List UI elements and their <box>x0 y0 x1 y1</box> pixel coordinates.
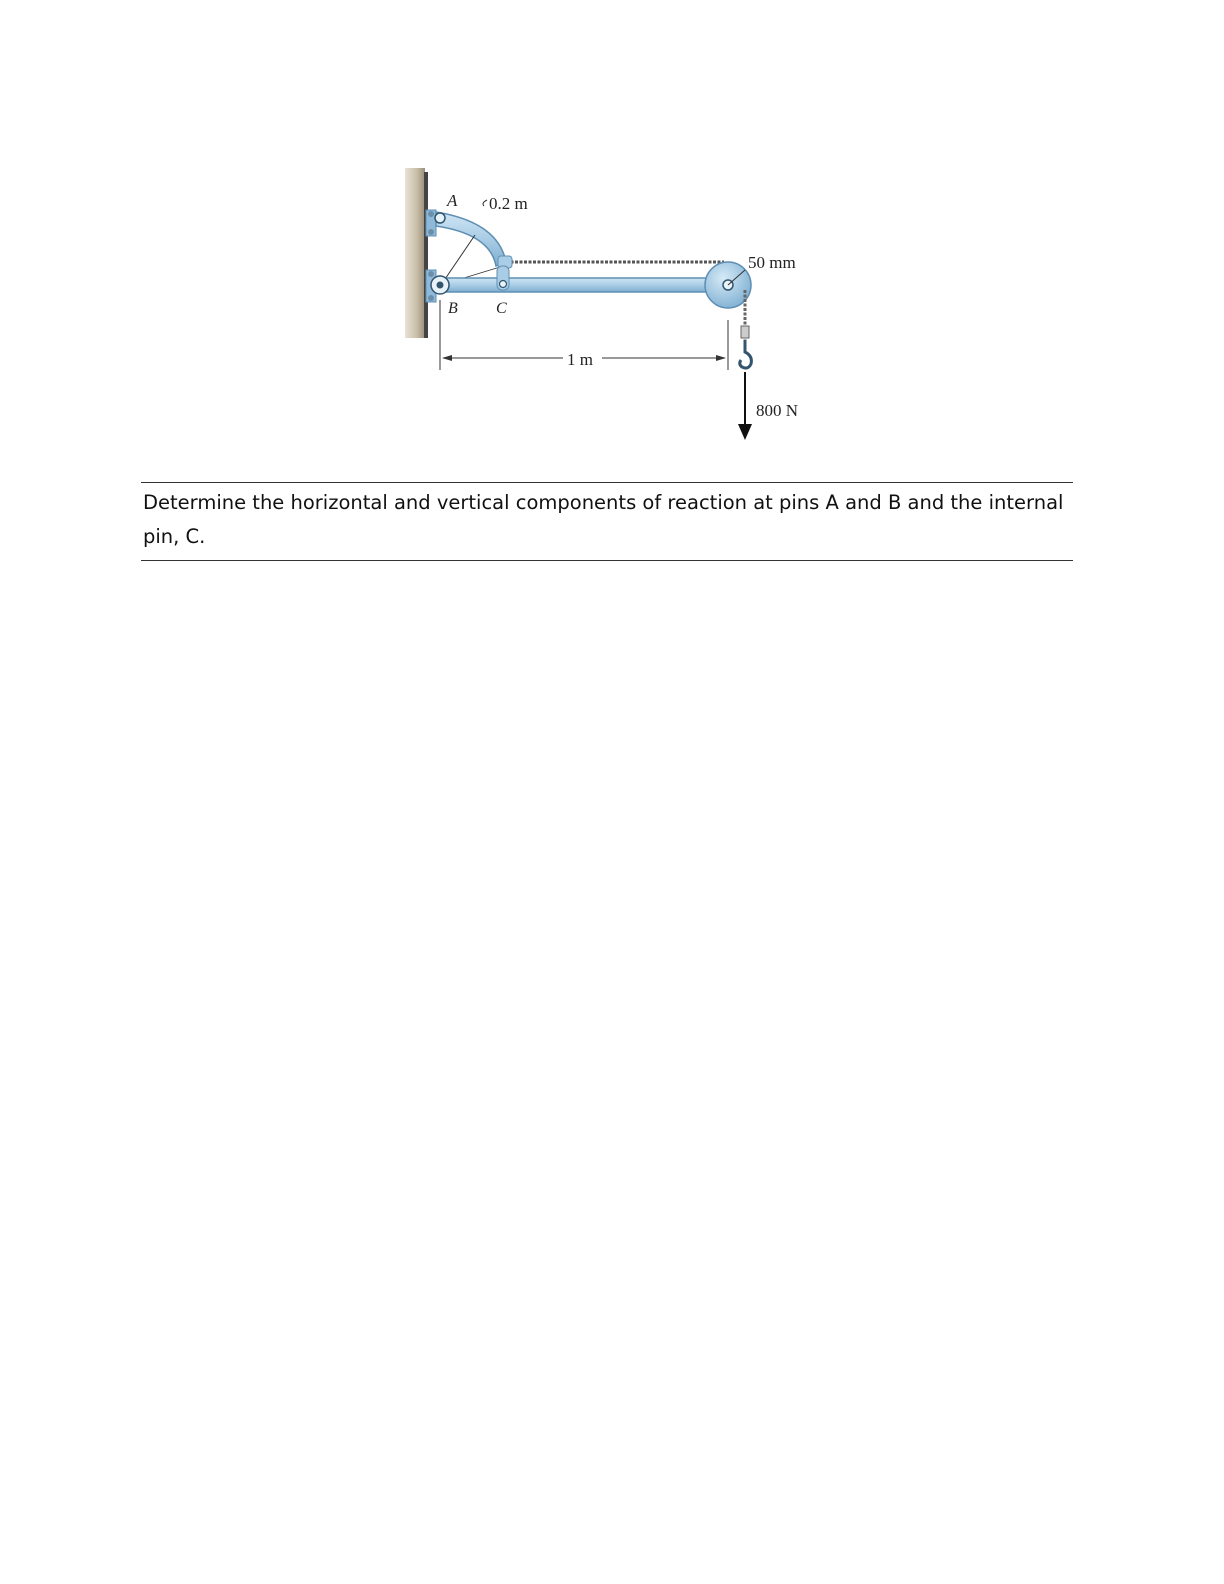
pin-A <box>435 213 445 223</box>
label-length: 1 m <box>567 350 593 369</box>
label-load: 800 N <box>756 401 799 420</box>
label-radius: 0.2 m <box>489 194 528 213</box>
curved-member-AC <box>436 212 506 266</box>
horizontal-member-B <box>440 278 730 292</box>
label-B: B <box>448 300 458 317</box>
wall-support <box>405 168 428 338</box>
pin-C <box>497 266 509 290</box>
problem-statement <box>141 482 1073 561</box>
label-pulley-radius: 50 mm <box>748 253 796 272</box>
frame-diagram <box>0 0 1224 480</box>
pin-B <box>431 276 449 294</box>
hook <box>740 340 752 368</box>
load-arrow <box>738 372 752 440</box>
radius-leader <box>483 200 487 206</box>
label-A: A <box>447 191 458 210</box>
label-C: C <box>496 300 507 317</box>
bracket-A <box>426 210 436 236</box>
cable-swivel <box>741 326 749 338</box>
problem-text: Determine the horizontal and vertical components of reaction at pins A and B and the internal pin, C. <box>143 491 1064 548</box>
